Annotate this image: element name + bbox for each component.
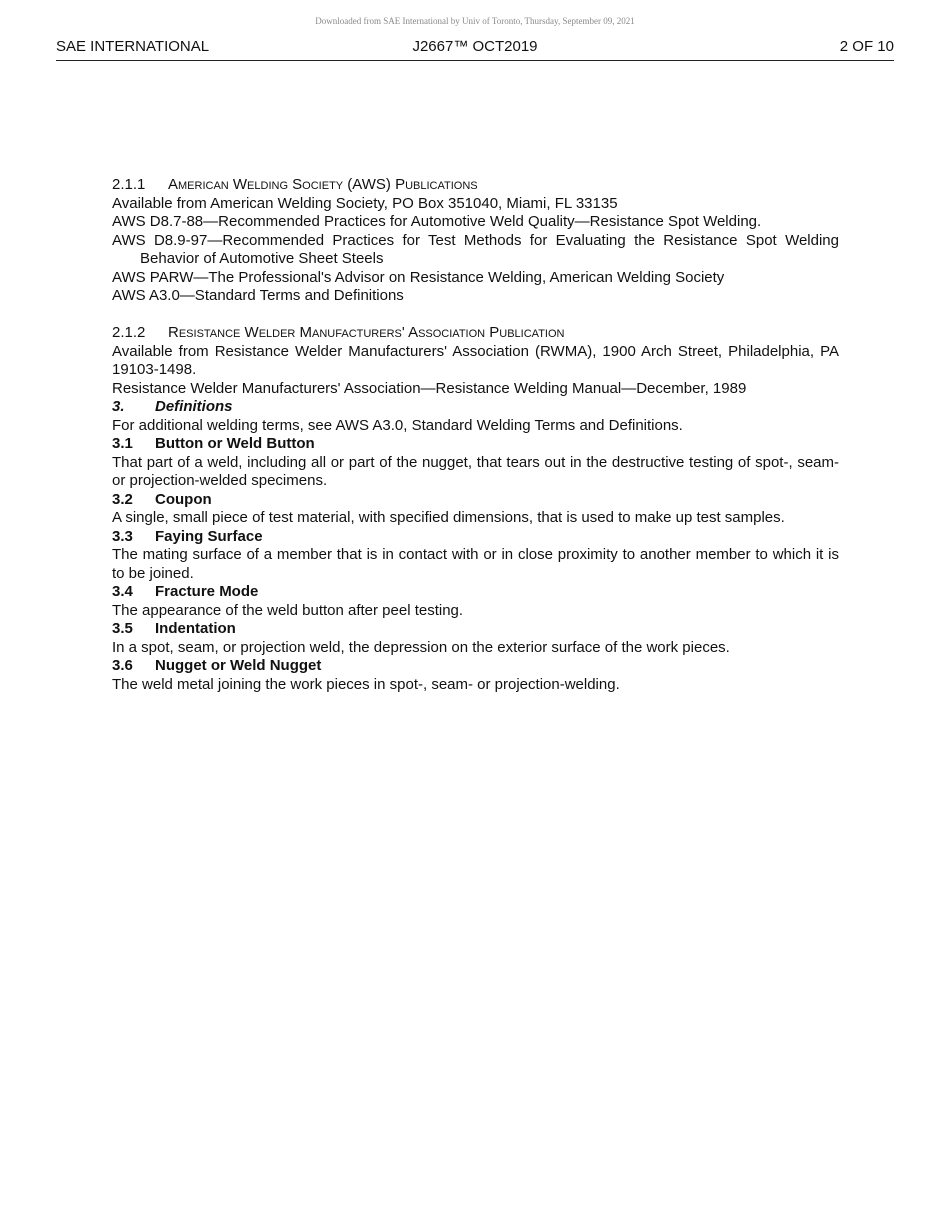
definition-text: The appearance of the weld button after peel testing. [112, 601, 464, 619]
definition-term: Nugget or Weld Nugget [155, 657, 322, 674]
subsection-number: 2.1.2 [112, 324, 146, 341]
aws-availability: Available from American Welding Society, PO Box 351040, Miami, FL 33135 [112, 194, 618, 212]
reference-item: AWS D8.9-97—Recommended Practices for Test Methods for Evaluating the Resistance Spot Welding Behavior of Automotive Sheet Steels [112, 231, 839, 267]
definition-term: Button or Weld Button [155, 435, 315, 452]
definition-number: 3.2 [112, 490, 133, 508]
section-number: 3. [112, 398, 125, 415]
definitions-intro: For additional welding terms, see AWS A3.0, Standard Welding Terms and Definitions. [112, 416, 683, 434]
definition-text: The mating surface of a member that is in contact with or in close proximity to another member to which it is to be joined. [112, 546, 839, 582]
subsection-heading-2-1-2 [112, 324, 839, 343]
definition-number: 3.5 [112, 620, 133, 637]
definition-number: 3.1 [112, 435, 133, 452]
definition-heading [112, 657, 839, 676]
definition-term: Coupon [155, 490, 212, 508]
page-header [56, 38, 894, 61]
rwma-reference: Resistance Welder Manufacturers' Association—Resistance Welding Manual—December, 1989 [112, 379, 747, 397]
definition-text: In a spot, seam, or projection weld, the depression on the exterior surface of the work pieces. [112, 638, 730, 656]
download-watermark: Downloaded from SAE International by Univ of Toronto, Thursday, September 09, 2021 [315, 16, 635, 26]
definition-heading [112, 583, 839, 602]
reference-item: AWS PARW—The Professional's Advisor on Resistance Welding, American Welding Society [112, 268, 725, 286]
subsection-heading-2-1-1 [112, 176, 839, 195]
rwma-availability: Available from Resistance Welder Manufacturers' Association (RWMA), 1900 Arch Street, Philadelphia, PA 19103-1498. [112, 342, 839, 378]
header-publisher: SAE INTERNATIONAL [56, 38, 210, 55]
definition-heading [112, 528, 839, 547]
definition-number: 3.6 [112, 657, 133, 674]
section-title: Definitions [155, 398, 233, 415]
subsection-number: 2.1.1 [112, 176, 146, 193]
definition-text: A single, small piece of test material, with specified dimensions, that is used to make up test samples. [112, 509, 785, 526]
definition-number: 3.4 [112, 583, 133, 600]
subsection-title: Resistance Welder Manufacturers' Association Publication [168, 324, 565, 341]
header-document-id: J2667™ OCT2019 [412, 38, 538, 55]
definition-term: Indentation [155, 620, 236, 637]
subsection-title: American Welding Society (AWS) Publications [168, 176, 478, 193]
aws-reference-list [112, 213, 839, 306]
definition-heading [112, 491, 839, 510]
definition-term: Fracture Mode [155, 583, 259, 600]
header-page-number: 2 OF 10 [839, 38, 894, 55]
section-heading-definitions [112, 398, 839, 417]
reference-item: AWS D8.7-88—Recommended Practices for Automotive Weld Quality—Resistance Spot Welding. [112, 213, 762, 230]
definition-number: 3.3 [112, 527, 133, 545]
definition-term: Faying Surface [155, 527, 263, 545]
definition-text: That part of a weld, including all or part of the nugget, that tears out in the destructive testing of spot-, seam- or projection-welded specimens. [112, 453, 839, 489]
definition-heading [112, 620, 839, 639]
definition-text: The weld metal joining the work pieces in spot-, seam- or projection-welding. [112, 675, 620, 693]
reference-item: AWS A3.0—Standard Terms and Definitions [112, 287, 404, 304]
document-body [112, 176, 839, 694]
definition-heading [112, 435, 839, 454]
